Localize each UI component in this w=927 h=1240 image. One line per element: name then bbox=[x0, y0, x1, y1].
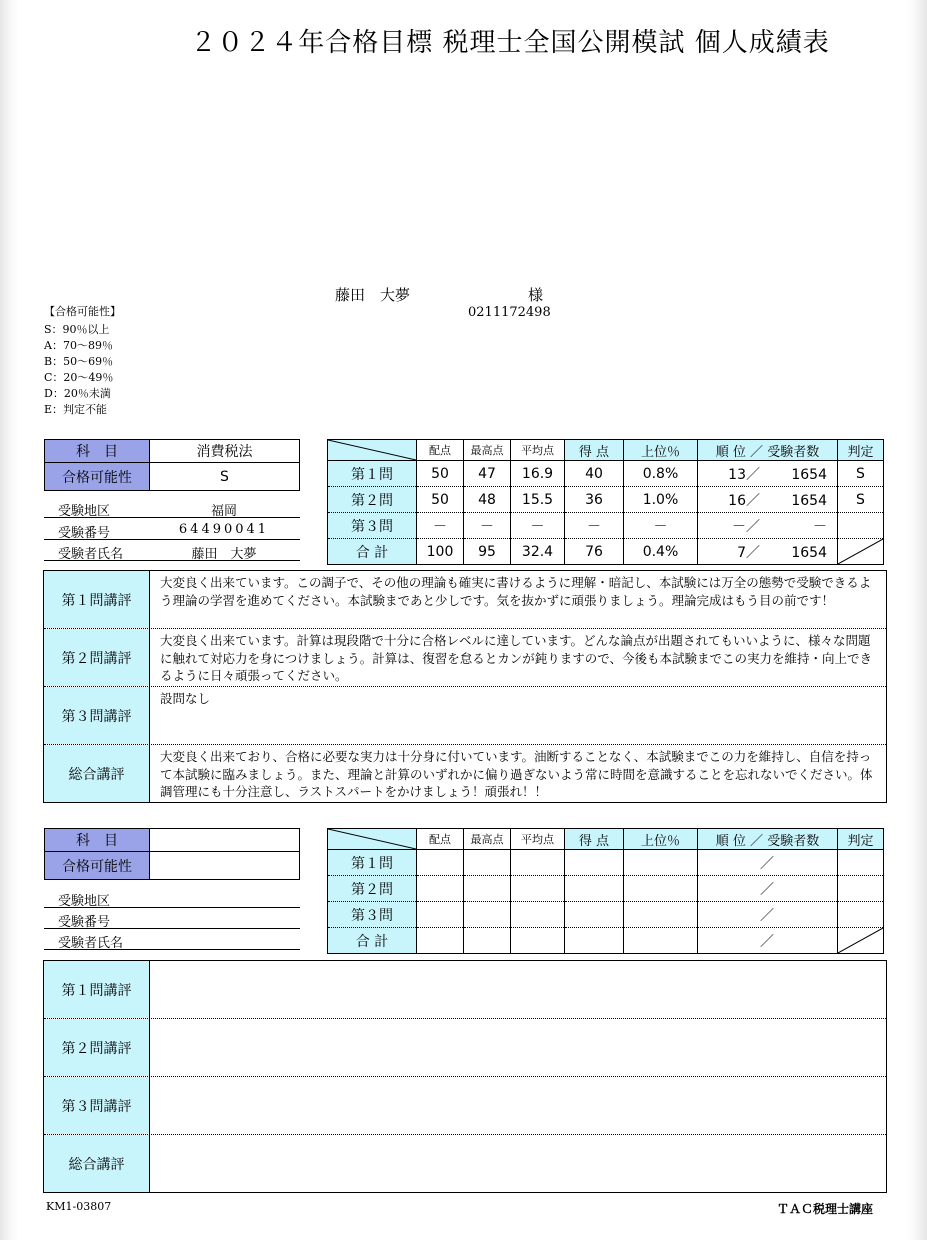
cell-pct bbox=[624, 850, 698, 876]
cell-avg bbox=[511, 902, 565, 928]
col-score: 得 点 bbox=[565, 829, 624, 850]
cell-full bbox=[417, 876, 464, 902]
cell-judge: S bbox=[838, 487, 884, 513]
cell-avg bbox=[511, 928, 565, 954]
number-row bbox=[44, 909, 300, 929]
col-rank: 順 位 ／ 受験者数 bbox=[698, 829, 838, 850]
number-row bbox=[44, 520, 300, 540]
cell-judge: S bbox=[838, 461, 884, 487]
comment-text bbox=[150, 1077, 886, 1134]
cell-pct bbox=[624, 928, 698, 954]
comment-row bbox=[44, 1077, 886, 1135]
row-label: 第１問 bbox=[328, 461, 417, 487]
cell-rank bbox=[698, 513, 838, 539]
cell-max bbox=[464, 876, 511, 902]
cell-max: － bbox=[464, 513, 511, 539]
comment-text: 大変良く出来ています。計算は現段階で十分に合格レベルに達しています。どんな論点が出題されてもいいように、様々な問題に触れて対応力を身につけましょう。計算は、復習を怠るとカンが鈍りますので、今後も本試験までこの実力を維持・向上できるように日々頑張ってください。 bbox=[160, 633, 873, 683]
result2-subject-box bbox=[44, 828, 300, 880]
comment-row bbox=[44, 687, 886, 745]
legend-title: 【合格可能性】 bbox=[44, 305, 121, 318]
rank-slash: ／ bbox=[760, 933, 774, 950]
comment-text: 大変良く出来ており、合格に必要な実力は十分身に付いています。油断することなく、本試験までこの力を維持し、自信を持って本試験に臨みましょう。また、理論と計算のいずれかに偏り過ぎないよう常に時間を意識することを忘れないでください。体調管理にも十分注意し、ラストスパートをかけましょう！頑張れ！！ bbox=[160, 749, 873, 799]
region-row bbox=[44, 498, 300, 518]
col-max: 最高点 bbox=[464, 440, 511, 461]
possibility-value: S bbox=[150, 463, 300, 491]
comment-label: 第３問講評 bbox=[44, 687, 150, 744]
legend-item: E：判定不能 bbox=[44, 403, 108, 416]
region-value: 福岡 bbox=[210, 504, 237, 519]
result2-score-table bbox=[327, 828, 884, 954]
legend-item: B：50～69％ bbox=[44, 355, 114, 368]
cell-pct: 0.8% bbox=[624, 461, 698, 487]
result1-score-table bbox=[327, 439, 884, 565]
cell-full bbox=[417, 850, 464, 876]
row-label: 第３問 bbox=[328, 902, 417, 928]
cell-pct bbox=[624, 902, 698, 928]
row-label: 第３問 bbox=[328, 513, 417, 539]
cell-avg bbox=[511, 876, 565, 902]
col-rank: 順 位 ／ 受験者数 bbox=[698, 440, 838, 461]
comment-text bbox=[150, 1019, 886, 1076]
cell-pct bbox=[624, 876, 698, 902]
total-value: 1654 bbox=[791, 544, 827, 561]
judge-blank-cell bbox=[838, 928, 884, 954]
cell-avg: 15.5 bbox=[511, 487, 565, 513]
cell-avg: 32.4 bbox=[511, 539, 565, 565]
comment-label: 第１問講評 bbox=[44, 961, 150, 1018]
cell-full: 50 bbox=[417, 461, 464, 487]
cell-score bbox=[565, 928, 624, 954]
comment-label: 第１問講評 bbox=[44, 571, 150, 628]
page-shadow-right bbox=[905, 0, 927, 1240]
comment-text bbox=[150, 961, 886, 1018]
cell-pct: 0.4% bbox=[624, 539, 698, 565]
cell-score: 36 bbox=[565, 487, 624, 513]
cell-score: 40 bbox=[565, 461, 624, 487]
col-full: 配点 bbox=[417, 829, 464, 850]
comment-row bbox=[44, 1135, 886, 1192]
comment-text bbox=[150, 1135, 886, 1192]
col-pct: 上位％ bbox=[624, 829, 698, 850]
subject-label: 科 目 bbox=[45, 440, 150, 463]
cell-score: 76 bbox=[565, 539, 624, 565]
cell-score: － bbox=[565, 513, 624, 539]
cell-pct: － bbox=[624, 513, 698, 539]
student-name: 藤田 大夢 bbox=[335, 286, 411, 304]
header-corner bbox=[328, 829, 417, 850]
rank-slash: ／ bbox=[760, 881, 774, 898]
comment-label: 第２問講評 bbox=[44, 1019, 150, 1076]
row-label: 第２問 bbox=[328, 876, 417, 902]
comment-label: 総合講評 bbox=[44, 1135, 150, 1192]
total-value: 1654 bbox=[791, 466, 827, 483]
region-label: 受験地区 bbox=[58, 894, 111, 909]
cell-judge bbox=[838, 902, 884, 928]
rank-value: 16／ bbox=[728, 492, 760, 509]
cell-max bbox=[464, 902, 511, 928]
result2-comments bbox=[43, 960, 887, 1193]
comment-row bbox=[44, 745, 886, 802]
cell-max: 48 bbox=[464, 487, 511, 513]
header-corner bbox=[328, 440, 417, 461]
cell-score bbox=[565, 902, 624, 928]
cell-pct: 1.0% bbox=[624, 487, 698, 513]
legend-item: D：20％未満 bbox=[44, 387, 111, 400]
result1-comments bbox=[43, 570, 887, 803]
col-avg: 平均点 bbox=[511, 829, 565, 850]
col-max: 最高点 bbox=[464, 829, 511, 850]
cell-full: 100 bbox=[417, 539, 464, 565]
total-value: － bbox=[813, 518, 827, 535]
name-row bbox=[44, 930, 300, 950]
col-score: 得 点 bbox=[565, 440, 624, 461]
cell-rank bbox=[698, 539, 838, 565]
legend-item: C：20～49％ bbox=[44, 371, 114, 384]
region-label: 受験地区 bbox=[58, 504, 111, 519]
cell-full: 50 bbox=[417, 487, 464, 513]
cell-rank bbox=[698, 487, 838, 513]
possibility-label: 合格可能性 bbox=[45, 852, 150, 880]
cell-max bbox=[464, 850, 511, 876]
row-label: 第２問 bbox=[328, 487, 417, 513]
col-avg: 平均点 bbox=[511, 440, 565, 461]
legend-item: S：90％以上 bbox=[44, 323, 110, 336]
comment-text: 設問なし bbox=[160, 691, 211, 706]
rank-slash: ／ bbox=[760, 907, 774, 924]
possibility-label: 合格可能性 bbox=[45, 463, 150, 491]
student-code: 0211172498 bbox=[468, 305, 551, 320]
cell-avg: － bbox=[511, 513, 565, 539]
comment-text: 大変良く出来ています。この調子で、その他の理論も確実に書けるように理解・暗記し、本試験には万全の態勢で受験できるよう理論の学習を進めてください。本試験まであと少しです。気を抜かずに頑張りましょう。理論完成はもう目の前です！ bbox=[160, 575, 872, 608]
cell-max bbox=[464, 928, 511, 954]
cell-rank bbox=[698, 876, 838, 902]
number-label: 受験番号 bbox=[58, 915, 111, 930]
cell-judge bbox=[838, 850, 884, 876]
cell-avg bbox=[511, 850, 565, 876]
comment-label: 第２問講評 bbox=[44, 629, 150, 686]
number-value: 64490041 bbox=[178, 522, 270, 537]
cell-max: 47 bbox=[464, 461, 511, 487]
col-judge: 判定 bbox=[838, 829, 884, 850]
number-label: 受験番号 bbox=[58, 526, 111, 541]
cell-avg: 16.9 bbox=[511, 461, 565, 487]
comment-row bbox=[44, 629, 886, 687]
cell-judge bbox=[838, 876, 884, 902]
row-label: 第１問 bbox=[328, 850, 417, 876]
student-honorific: 様 bbox=[528, 286, 544, 304]
cell-full bbox=[417, 902, 464, 928]
rank-value: 7／ bbox=[737, 544, 760, 561]
name-label: 受験者氏名 bbox=[58, 936, 124, 951]
cell-score bbox=[565, 850, 624, 876]
comment-row bbox=[44, 961, 886, 1019]
subject-value bbox=[150, 829, 300, 852]
publisher-name: ＴＡＣ税理士講座 bbox=[777, 1202, 874, 1216]
name-row bbox=[44, 541, 300, 561]
name-label: 受験者氏名 bbox=[58, 547, 124, 562]
cell-judge bbox=[838, 513, 884, 539]
rank-value: －／ bbox=[732, 518, 760, 535]
name-value: 藤田 大夢 bbox=[191, 547, 257, 562]
rank-value: 13／ bbox=[728, 466, 760, 483]
cell-full: － bbox=[417, 513, 464, 539]
col-pct: 上位％ bbox=[624, 440, 698, 461]
comment-label: 総合講評 bbox=[44, 745, 150, 802]
cell-max: 95 bbox=[464, 539, 511, 565]
page-shadow-left bbox=[0, 0, 20, 1240]
subject-value: 消費税法 bbox=[150, 440, 300, 463]
rank-slash: ／ bbox=[760, 855, 774, 872]
col-judge: 判定 bbox=[838, 440, 884, 461]
row-label: 合 計 bbox=[328, 539, 417, 565]
row-label: 合 計 bbox=[328, 928, 417, 954]
cell-rank bbox=[698, 461, 838, 487]
cell-rank bbox=[698, 850, 838, 876]
comment-row bbox=[44, 1019, 886, 1077]
col-full: 配点 bbox=[417, 440, 464, 461]
judge-blank-cell bbox=[838, 539, 884, 565]
result1-subject-box bbox=[44, 439, 300, 491]
cell-rank bbox=[698, 928, 838, 954]
subject-label: 科 目 bbox=[45, 829, 150, 852]
possibility-legend bbox=[44, 304, 121, 418]
possibility-value bbox=[150, 852, 300, 880]
total-value: 1654 bbox=[791, 492, 827, 509]
region-row bbox=[44, 888, 300, 908]
form-code: KM1‐03807 bbox=[46, 1200, 112, 1213]
cell-rank bbox=[698, 902, 838, 928]
cell-score bbox=[565, 876, 624, 902]
comment-row bbox=[44, 571, 886, 629]
comment-label: 第３問講評 bbox=[44, 1077, 150, 1134]
cell-full bbox=[417, 928, 464, 954]
legend-item: A：70～89％ bbox=[44, 339, 113, 352]
page-title: ２０２４年合格目標 税理士全国公開模試 個人成績表 bbox=[190, 28, 830, 58]
